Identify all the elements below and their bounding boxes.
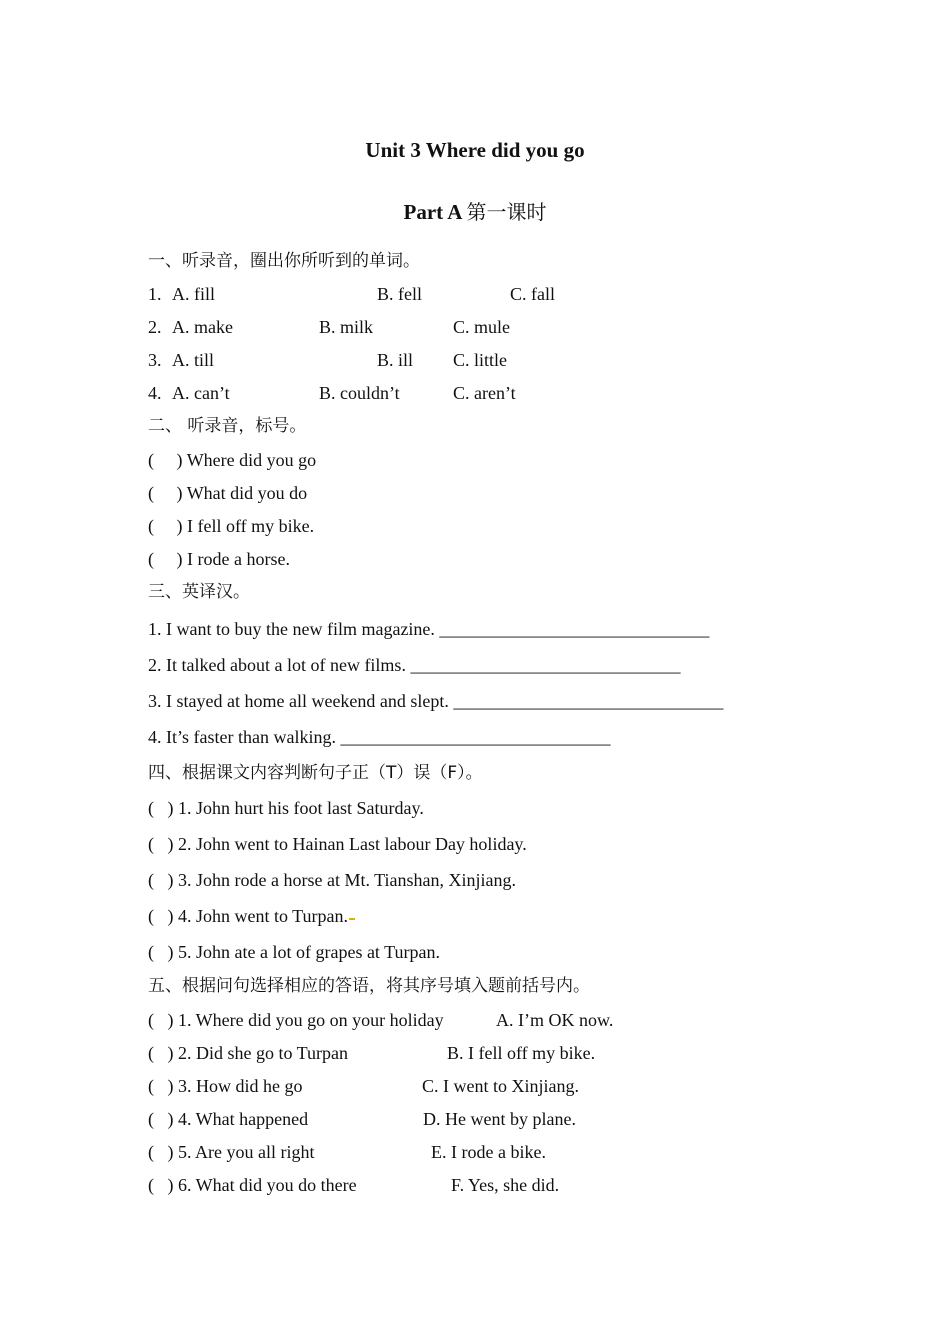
s4-item-text: 2. John went to Hainan Last labour Day holiday. [178, 834, 527, 854]
s5-question: 4. What happened [178, 1109, 309, 1129]
s5-question: 1. Where did you go on your holiday [178, 1010, 444, 1030]
answer-bracket[interactable]: ( ) [148, 1175, 174, 1195]
answer-bracket[interactable]: ( ) [148, 516, 183, 536]
s5-question-row [148, 1108, 308, 1130]
s1-option-b: B. couldn’t [319, 383, 400, 403]
s1-item-num: 1. [148, 284, 162, 304]
s1-option-c: C. fall [510, 284, 555, 304]
answer-bracket[interactable]: ( ) [148, 870, 174, 890]
s2-row [148, 548, 290, 570]
s4-item-text: 5. John ate a lot of grapes at Turpan. [178, 942, 440, 962]
s1-item-num: 3. [148, 350, 162, 370]
s5-question: 2. Did she go to Turpan [178, 1043, 349, 1063]
s4-item-text: 3. John rode a horse at Mt. Tianshan, Xinjiang. [178, 870, 516, 890]
s2-item-text: I fell off my bike. [187, 516, 315, 536]
s2-item-text: I rode a horse. [187, 549, 290, 569]
s5-question-row [148, 1141, 314, 1163]
s4-row [148, 941, 440, 963]
s5-answer: F. Yes, she did. [451, 1175, 560, 1195]
s4-row [148, 905, 355, 927]
s1-option-c: C. little [453, 350, 507, 370]
s4-row [148, 869, 516, 891]
s4-row [148, 833, 527, 855]
lesson-label: 第一课时 [466, 200, 547, 224]
s1-option-c: C. aren’t [453, 383, 516, 403]
answer-bracket[interactable]: ( ) [148, 1010, 174, 1030]
s1-option-b: B. ill [377, 350, 414, 370]
section4-heading: 四、根据课文内容判断句子正（T）误（F）。 [148, 763, 483, 783]
s1-item-num: 4. [148, 383, 162, 403]
section3-heading: 三、英译汉。 [148, 582, 250, 602]
s5-answer: D. He went by plane. [423, 1109, 576, 1129]
s3-item[interactable]: 3. I stayed at home all weekend and slept. ______________________________ [148, 691, 724, 711]
s5-answer: A. I’m OK now. [496, 1010, 614, 1030]
s2-item-text: Where did you go [186, 450, 317, 470]
s4-item-text: 1. John hurt his foot last Saturday. [178, 798, 424, 818]
s3-item[interactable]: 4. It’s faster than walking. ______________________________ [148, 727, 611, 747]
s5-question: 6. What did you do there [178, 1175, 357, 1195]
s1-option-a: A. can’t [172, 383, 230, 403]
section2-heading: 二、 听录音，标号。 [148, 416, 307, 436]
section1-heading: 一、听录音，圈出你所听到的单词。 [148, 251, 420, 271]
answer-bracket[interactable]: ( ) [148, 1076, 174, 1096]
s3-item[interactable]: 2. It talked about a lot of new films. ______________________________ [148, 655, 681, 675]
s2-row [148, 515, 314, 537]
answer-bracket[interactable]: ( ) [148, 549, 183, 569]
s4-row [148, 797, 424, 819]
s2-row [148, 482, 307, 504]
part-label: Part A [403, 200, 462, 224]
edit-mark [349, 918, 355, 920]
s1-option-a: A. fill [172, 284, 215, 304]
s5-answer: E. I rode a bike. [431, 1142, 546, 1162]
answer-bracket[interactable]: ( ) [148, 483, 183, 503]
s5-question: 3. How did he go [178, 1076, 303, 1096]
s2-item-text: What did you do [186, 483, 308, 503]
s1-option-a: A. till [172, 350, 215, 370]
s1-option-b: B. fell [377, 284, 422, 304]
answer-bracket[interactable]: ( ) [148, 798, 174, 818]
s5-question-row [148, 1042, 348, 1064]
s1-option-c: C. mule [453, 317, 510, 337]
s5-question-row [148, 1174, 357, 1196]
s2-row [148, 449, 316, 471]
section5-heading: 五、根据问句选择相应的答语，将其序号填入题前括号内。 [148, 976, 590, 996]
page-subtitle [0, 201, 950, 223]
s5-question-row [148, 1075, 303, 1097]
s5-question: 5. Are you all right [178, 1142, 315, 1162]
answer-bracket[interactable]: ( ) [148, 1109, 174, 1129]
s1-item-num: 2. [148, 317, 162, 337]
answer-bracket[interactable]: ( ) [148, 906, 174, 926]
s4-item-text: 4. John went to Turpan. [178, 906, 349, 926]
answer-bracket[interactable]: ( ) [148, 1142, 174, 1162]
answer-bracket[interactable]: ( ) [148, 1043, 174, 1063]
answer-bracket[interactable]: ( ) [148, 942, 174, 962]
s1-option-a: A. make [172, 317, 233, 337]
s5-question-row [148, 1009, 444, 1031]
answer-bracket[interactable]: ( ) [148, 450, 183, 470]
s3-item[interactable]: 1. I want to buy the new film magazine. ______________________________ [148, 619, 710, 639]
s1-option-b: B. milk [319, 317, 374, 337]
page-title: Unit 3 Where did you go [365, 138, 585, 162]
s5-answer: C. I went to Xinjiang. [422, 1076, 579, 1096]
s5-answer: B. I fell off my bike. [447, 1043, 596, 1063]
answer-bracket[interactable]: ( ) [148, 834, 174, 854]
